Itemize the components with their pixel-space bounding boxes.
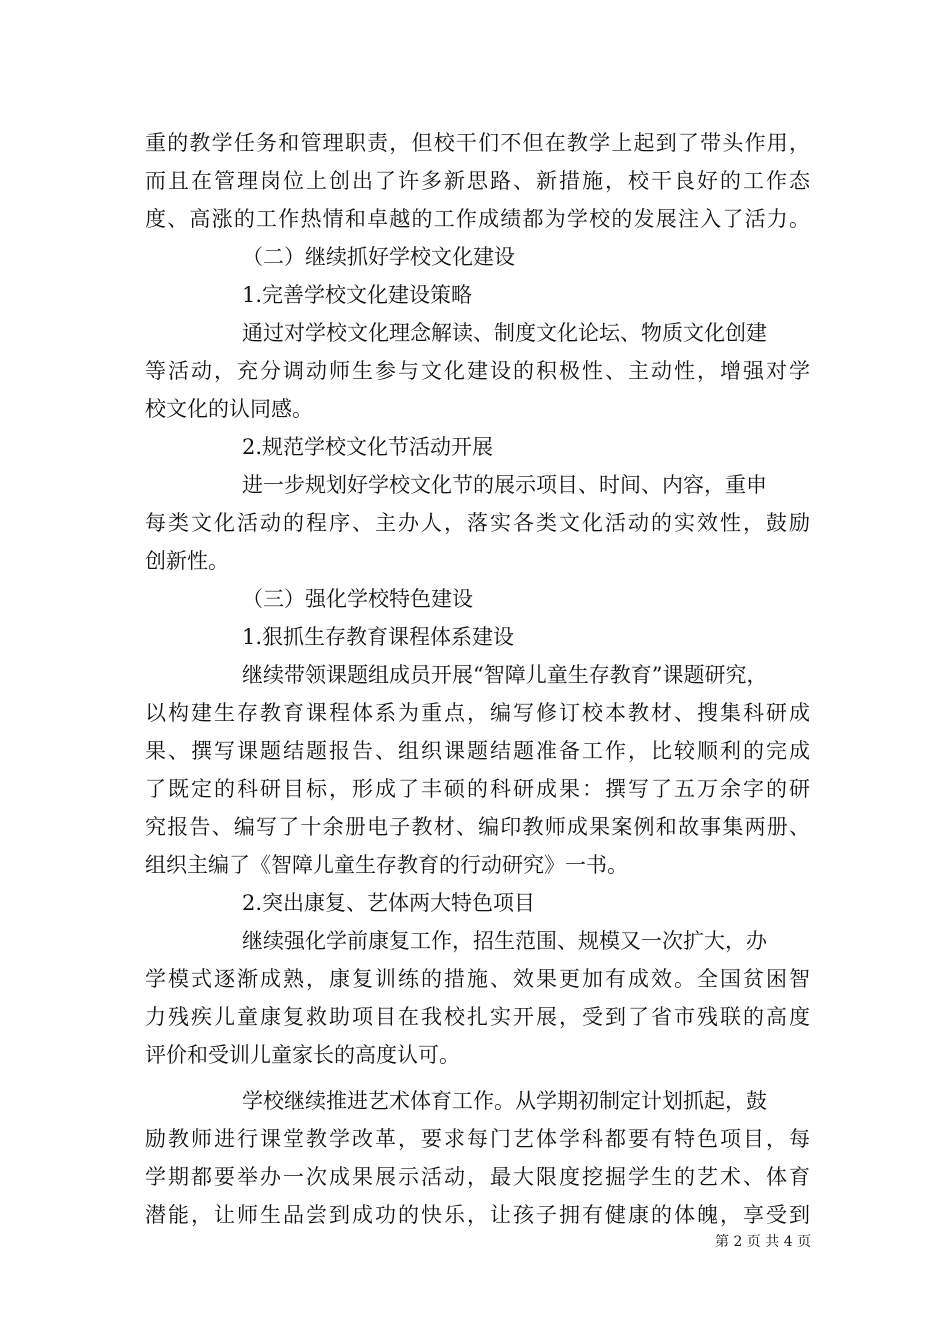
text-line: 创新性。 [145, 549, 229, 573]
text-line: 等活动，充分调动师生参与文化建设的积极性、主动性，增强对学 [145, 359, 810, 383]
text-line: 果、撰写课题结题报告、组织课题结题准备工作，比较顺利的完成 [145, 739, 810, 763]
paragraph-first-line: 继续带领课题组成员开展“智障儿童生存教育”课题研究， [242, 663, 768, 687]
text-line: 潜能，让师生品尝到成功的快乐，让孩子拥有健康的体魄，享受到 [145, 1203, 810, 1227]
text-line: 以构建生存教育课程体系为重点，编写修订校本教材、搜集科研成 [145, 701, 810, 725]
text-line: 励教师进行课堂教学改革，要求每门艺体学科都要有特色项目，每 [145, 1127, 810, 1151]
text-line: 了既定的科研目标，形成了丰硕的科研成果：撰写了五万余字的研 [145, 777, 810, 801]
text-line: 力残疾儿童康复救助项目在我校扎实开展，受到了省市残联的高度 [145, 1005, 810, 1029]
subsection-heading: 1.完善学校文化建设策略 [242, 283, 473, 307]
text-line: 学模式逐渐成熟，康复训练的措施、效果更加有成效。全国贫困智 [145, 967, 810, 991]
text-line: 每类文化活动的程序、主办人，落实各类文化活动的实效性，鼓励 [145, 511, 810, 535]
section-heading: （二）继续抓好学校文化建设 [242, 245, 515, 269]
text-line: 重的教学任务和管理职责，但校干们不但在教学上起到了带头作用， [145, 131, 810, 155]
text-line: 而且在管理岗位上创出了许多新思路、新措施，校干良好的工作态 [145, 169, 810, 193]
paragraph-first-line: 通过对学校文化理念解读、制度文化论坛、物质文化创建 [242, 321, 767, 345]
document-body [145, 124, 810, 1234]
text-line: 究报告、编写了十余册电子教材、编印教师成果案例和故事集两册、 [145, 815, 810, 839]
paragraph-first-line: 学校继续推进艺术体育工作。从学期初制定计划抓起，鼓 [242, 1089, 767, 1113]
paragraph-first-line: 进一步规划好学校文化节的展示项目、时间、内容，重申 [242, 473, 767, 497]
text-line: 校文化的认同感。 [145, 397, 313, 421]
text-line: 评价和受训儿童家长的高度认可。 [145, 1043, 460, 1067]
subsection-heading: 2.突出康复、艺体两大特色项目 [242, 891, 536, 915]
text-line: 度、高涨的工作热情和卓越的工作成绩都为学校的发展注入了活力。 [145, 207, 810, 231]
text-line: 组织主编了《智障儿童生存教育的行动研究》一书。 [145, 853, 628, 877]
subsection-heading: 1.狠抓生存教育课程体系建设 [242, 625, 515, 649]
page-number: 第 2 页 共 4 页 [715, 1234, 812, 1250]
subsection-heading: 2.规范学校文化节活动开展 [242, 435, 494, 459]
paragraph-first-line: 继续强化学前康复工作，招生范围、规模又一次扩大，办 [242, 929, 767, 953]
section-heading: （三）强化学校特色建设 [242, 587, 473, 611]
text-line: 学期都要举办一次成果展示活动，最大限度挖掘学生的艺术、体育 [145, 1165, 810, 1189]
